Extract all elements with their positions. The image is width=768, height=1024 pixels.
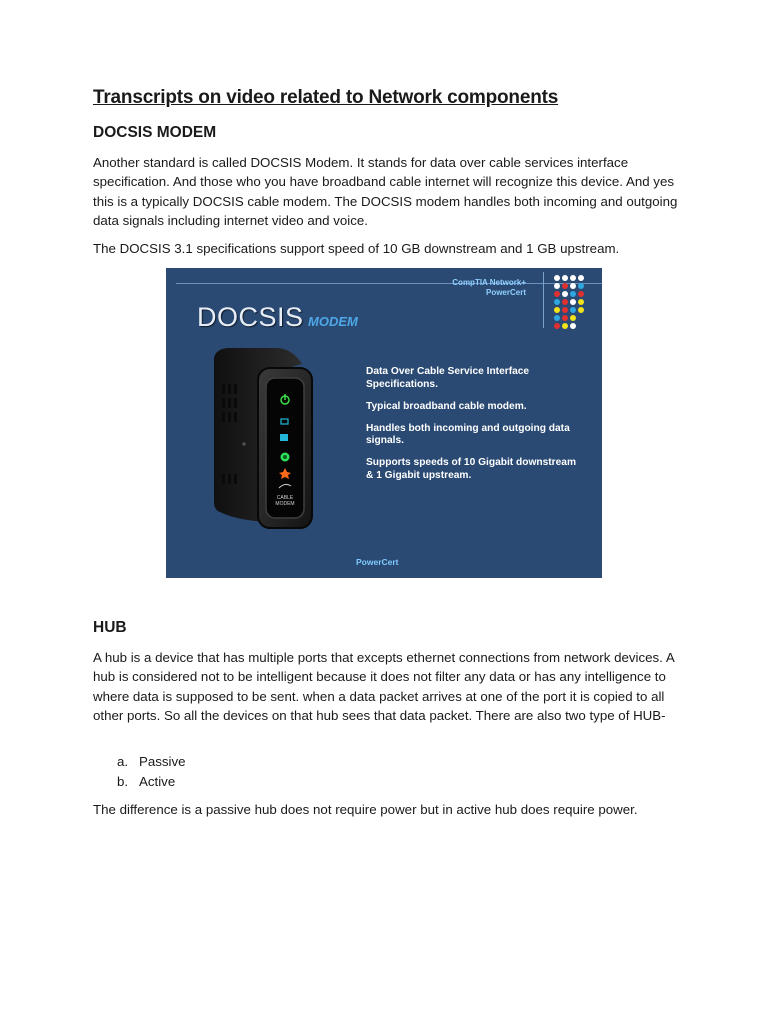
slide-bullet: Typical broadband cable modem. — [366, 400, 527, 412]
slide-bullet: Supports speeds of 10 Gigabit downstream & 1 Gigabit upstream. — [366, 457, 577, 481]
section-heading-docsis: DOCSIS MODEM — [93, 124, 217, 141]
slide-footer: PowerCert — [356, 557, 399, 567]
decorative-dot — [554, 275, 560, 281]
decorative-dot — [554, 323, 560, 329]
decorative-dot — [578, 291, 584, 297]
decorative-dot — [578, 275, 584, 281]
modem-label-line1: CABLE — [276, 495, 294, 501]
slide-bullets — [366, 366, 581, 492]
slide-subtitle: MODEM — [308, 314, 358, 329]
hub-difference-paragraph: The difference is a passive hub does not require power but in active hub does require power. — [93, 802, 638, 817]
decorative-dot — [562, 299, 568, 305]
slide-brand — [452, 278, 526, 298]
modem-label-line2: MODEM — [275, 501, 295, 507]
list-marker: a. — [117, 754, 129, 769]
hub-paragraph: A hub is a device that has multiple ports that excepts ethernet connections from network devices. A hub is considered not to be intelligent because it does not filter any data or has any intelligence to where data is supposed to be sent. when a data packet arrives at one of the port it is copied to all other ports. So all the devices on that hub sees that data packet. There are also two type of HUB- — [93, 650, 674, 723]
decorative-dot — [562, 307, 568, 313]
list-item — [117, 772, 186, 792]
slide-bullet: Data Over Cable Service Interface Specifications. — [366, 366, 530, 390]
decorative-dot — [562, 291, 568, 297]
list-marker: b. — [117, 773, 129, 789]
decorative-dot — [578, 307, 584, 313]
decorative-dot — [554, 283, 560, 289]
list-item-text: Active — [139, 773, 176, 789]
slide-bullet: Handles both incoming and outgoing data signals. — [366, 422, 570, 446]
decorative-dot — [554, 291, 560, 297]
decorative-dot — [570, 299, 576, 305]
docsis-paragraph: Another standard is called DOCSIS Modem. It stands for data over cable services interface specification. And those who you have broadband cable internet will recognize this device. And yes this is a typically DOCSIS cable modem. The DOCSIS modem handles both incoming and outgoing data signals including internet video and voice. — [93, 155, 678, 228]
decorative-dot — [570, 291, 576, 297]
decorative-dot — [562, 323, 568, 329]
slide-divider-line — [176, 283, 602, 284]
decorative-dot — [578, 299, 584, 305]
decorative-dot — [554, 307, 560, 313]
docsis-slide-image — [166, 268, 602, 578]
decorative-dot — [570, 283, 576, 289]
list-item — [117, 752, 186, 772]
slide-title: DOCSIS — [197, 302, 304, 332]
cable-modem-icon — [206, 344, 326, 544]
decorative-dot — [570, 275, 576, 281]
slide-brand-name: PowerCert — [485, 288, 526, 297]
decorative-dot — [562, 315, 568, 321]
list-item-text: Passive — [139, 754, 186, 769]
decorative-dot — [570, 307, 576, 313]
section-heading-hub: HUB — [93, 619, 127, 636]
decorative-dot — [570, 315, 576, 321]
hub-type-list — [117, 752, 186, 791]
document-title: Transcripts on video related to Network components — [93, 87, 559, 108]
decorative-dot — [578, 283, 584, 289]
docsis-speed-paragraph: The DOCSIS 3.1 specifications support speed of 10 GB downstream and 1 GB upstream. — [93, 241, 620, 256]
decorative-dot — [562, 275, 568, 281]
decorative-dot — [554, 315, 560, 321]
decorative-dot — [570, 323, 576, 329]
decorative-dot — [562, 283, 568, 289]
slide-vertical-line — [543, 272, 544, 328]
slide-brand-course: CompTIA Network+ — [452, 278, 526, 287]
decorative-dot — [554, 299, 560, 305]
